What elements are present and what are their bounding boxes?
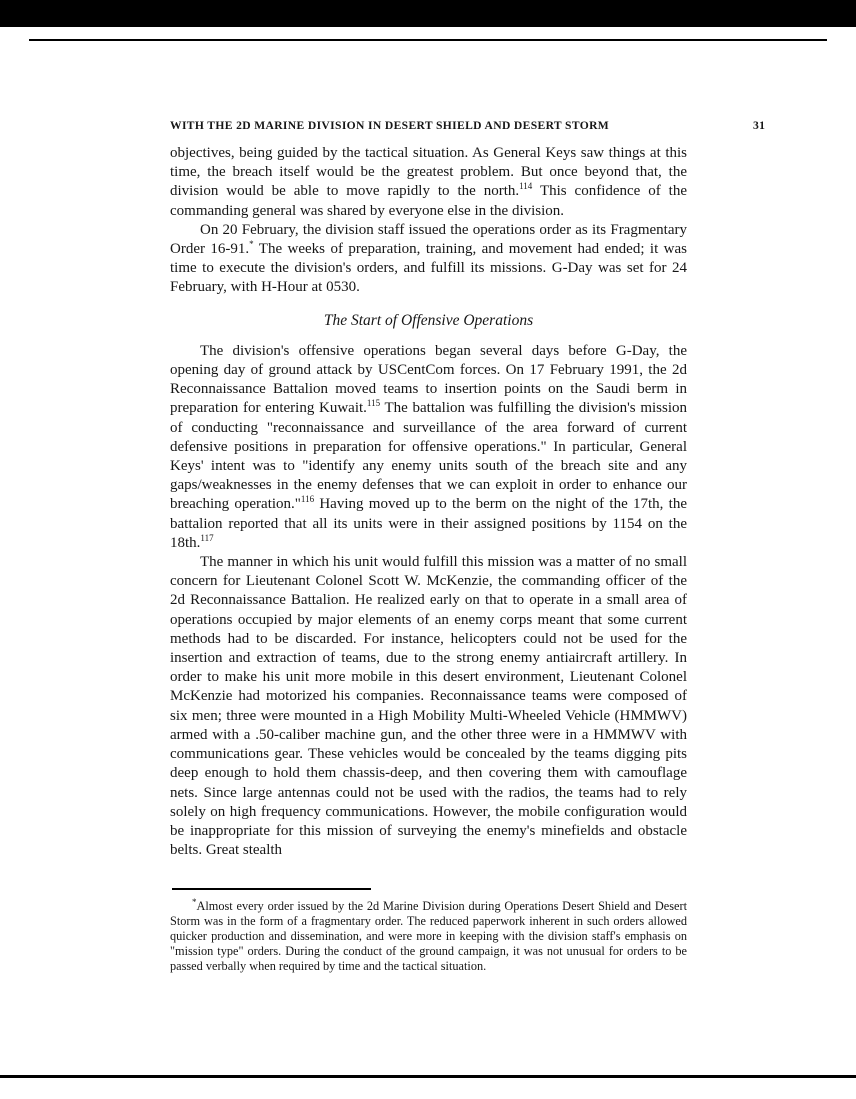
- text-run: Having moved up to the berm on the night of the 17th, the battalion reported that all its units were in their assigned positions by 1154 on the 18th.: [170, 496, 687, 551]
- paragraph-3: [170, 342, 687, 553]
- footnote-ref-asterisk: *: [249, 239, 254, 250]
- text-run: The battalion was fulfilling the division's mission of conducting "reconnaissance and surveillance of the area forward of current defensive positions in preparation for offensive operations." In particular, General Keys' intent was to "identify any enemy units south of the breach site and any gaps/weaknesses in the enemy defenses that we can exploit in order to enhance our breaching operation.": [170, 400, 688, 513]
- text-run: This confidence of the commanding general was shared by everyone else in the division.: [170, 183, 687, 219]
- top-scan-bar: [0, 0, 856, 27]
- paragraph-1: [170, 144, 687, 221]
- footnote-ref-116: 116: [300, 494, 315, 505]
- footnote: [170, 896, 687, 974]
- paragraph-2: [170, 221, 687, 298]
- bottom-rule: [0, 1075, 856, 1078]
- running-header: [170, 119, 766, 132]
- top-rule: [29, 39, 827, 41]
- paragraph-4: [170, 553, 687, 860]
- text-run: The weeks of preparation, training, and movement had ended; it was time to execute the division's orders, and fulfill its missions. G-Day was set for 24 February, with H-Hour at 0530.: [170, 241, 688, 296]
- footnote-ref-117: 117: [200, 532, 214, 543]
- text-run: The manner in which his unit would fulfill this mission was a matter of no small concern for Lieutenant Colonel Scott W. McKenzie, the commanding officer of the 2d Reconnaissance Battalion. He realized early on that to operate in a small area of operations occupied by major elements of an enemy corps meant that some current methods had to be discarded. For instance, helicopters could not be used for the insertion and extraction of teams, due to the strong enemy antiaircraft artillery. In order to make his unit more mobile in this desert environment, Lieutenant Colonel McKenzie had motorized his companies. Reconnaissance teams were composed of six men; three were mounted in a High Mobility Multi-Wheeled Vehicle (HMMWV) armed with a .50-caliber machine gun, and the other three were in a HMMWV with communications gear. These vehicles would be concealed by the teams digging pits deep enough to hold them chassis-deep, and then covering them with camouflage nets. Since large antennas could not be used with the radios, the teams had to rely solely on high frequency communications. However, the mobile configuration would be inappropriate for this mission of surveying the enemy's minefields and obstacle belts. Great stealth: [170, 554, 687, 859]
- footnote-rule: [172, 888, 371, 890]
- page-content: [170, 119, 766, 860]
- footnote-ref-114: 114: [519, 181, 533, 192]
- footnote-ref-115: 115: [366, 398, 381, 409]
- text-run: objectives, being guided by the tactical situation. As General Keys saw things at this time, the breach itself would be the greatest problem. But once beyond that, the division would be able to move rapidly to the north.: [170, 145, 687, 200]
- footnote-marker: *: [192, 896, 197, 907]
- footnote-text: Almost every order issued by the 2d Marine Division during Operations Desert Shield and Desert Storm was in the form of a fragmentary order. The reduced paperwork inherent in such orders allowed quicker production and dissemination, and were more in keeping with the division staff's emphasis on "mission type" orders. During the conduct of the ground campaign, it was not unusual for orders to be passed verbally when required by time and the tactical situation.: [170, 899, 687, 973]
- footnote-area: [170, 888, 687, 974]
- text-run: The division's offensive operations began several days before G-Day, the opening day of ground attack by USCentCom forces. On 17 February 1991, the 2d Reconnaissance Battalion moved teams to insertion points on the Saudi berm in preparation for entering Kuwait.: [170, 342, 687, 417]
- section-heading: The Start of Offensive Operations: [323, 311, 534, 329]
- running-title: WITH THE 2D MARINE DIVISION IN DESERT SHIELD AND DESERT STORM: [170, 119, 610, 132]
- page-number: 31: [753, 119, 766, 132]
- text-run: On 20 February, the division staff issued the operations order as its Fragmentary Order 16-91.: [170, 221, 687, 258]
